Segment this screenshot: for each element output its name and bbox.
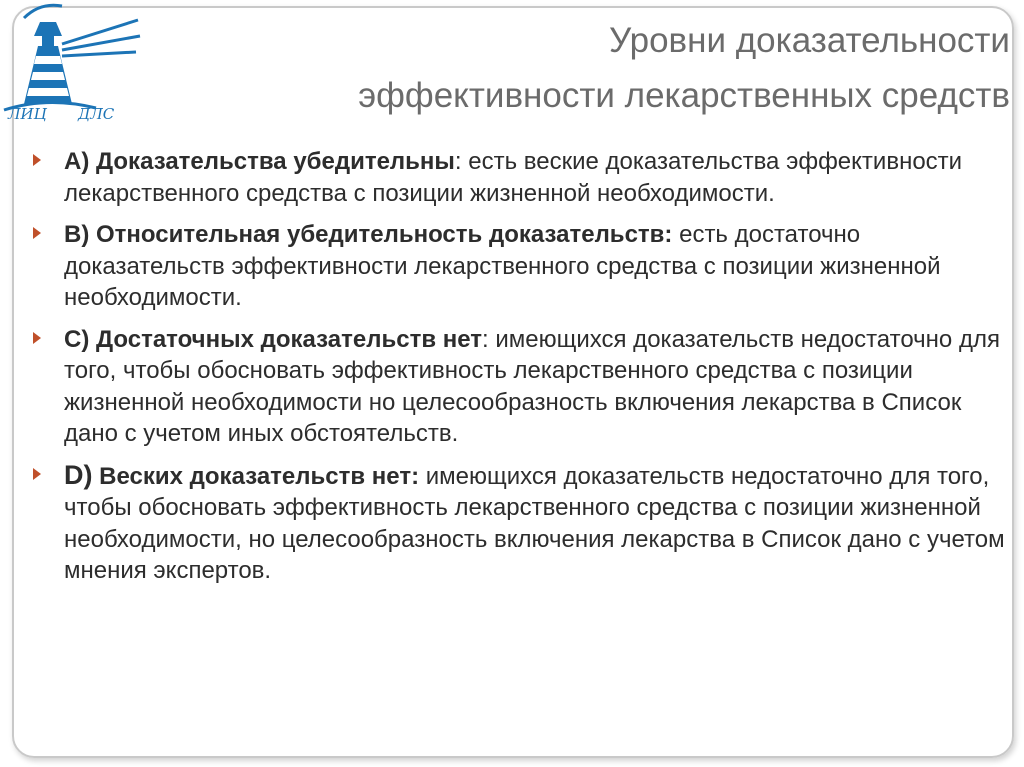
item-text: : имеющихся доказательств недостаточно для того, чтобы обосновать эффективность лекарственного средства с позиции жизненной необходимости но целесообразность включения лекарства в Список дано с учетом иных обстоятельств. (64, 325, 1000, 447)
item-text: имеющихся доказательств недостаточно для того, чтобы обосновать эффективность лекарственного средства с позиции жизненной необходимости, но целесообразность включения лекарства в Список дано с учетом мнения экспертов. (64, 462, 1005, 584)
item-lead: Относительная убедительность доказательств: (96, 221, 673, 248)
bullet-arrow-icon (33, 332, 41, 344)
item-letter: A) (64, 148, 90, 175)
item-text: : есть веские доказательства эффективности лекарственного средства с позиции жизненной необходимости. (64, 148, 963, 207)
item-letter: D) (64, 459, 93, 490)
list-item-b (30, 219, 1015, 314)
list-item-d (30, 460, 1015, 587)
bullet-arrow-icon (33, 154, 41, 166)
list-item-a (30, 146, 1015, 209)
lighthouse-logo (0, 0, 142, 135)
evidence-level-list (30, 146, 1015, 597)
item-lead: Веских доказательств нет: (99, 462, 420, 490)
logo-right-text: ДЛС (78, 105, 115, 123)
slide-title-line-2: эффективности лекарственных средств (358, 76, 1010, 115)
item-lead: Доказательства убедительны (96, 148, 455, 175)
logo-left-text: ЛИЦ (8, 105, 47, 123)
item-letter: C) (64, 325, 90, 353)
list-item-c (30, 324, 1015, 450)
bullet-arrow-icon (33, 468, 41, 480)
slide-title-line-1: Уровни доказательности (608, 21, 1010, 60)
item-letter: B) (64, 221, 90, 248)
item-text: есть достаточно доказательств эффективности лекарственного средства с позиции жизненной необходимости. (64, 221, 941, 311)
bullet-arrow-icon (33, 227, 41, 239)
item-lead: Достаточных доказательств нет (96, 325, 483, 353)
